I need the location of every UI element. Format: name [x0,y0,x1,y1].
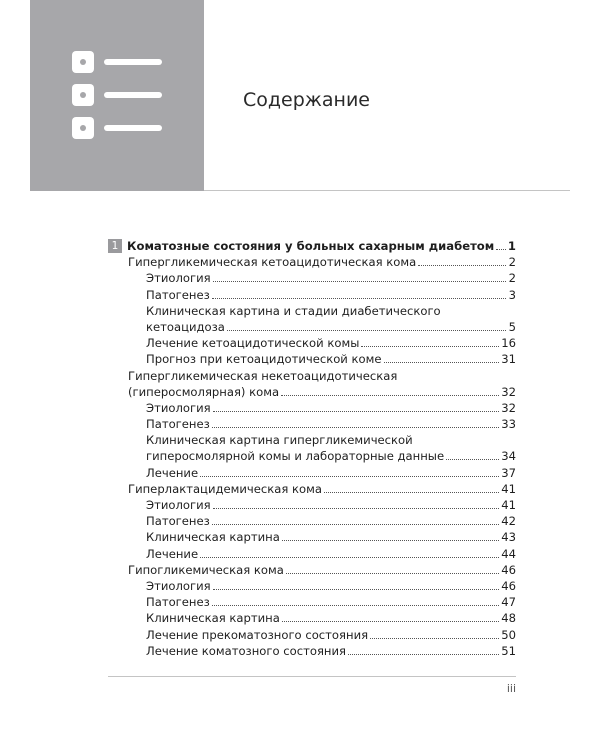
toc-entry-title-line: Гипергликемическая некетоацидотическая [128,368,398,383]
toc-subsection-entry[interactable] [108,400,516,416]
toc-entry-title: Гиперлактацидемическая кома [128,481,322,496]
toc-subsection-entry[interactable] [108,529,516,545]
toc-section-entry[interactable] [108,562,516,578]
toc-page-number: 43 [501,530,516,545]
dot-leader [212,419,499,428]
toc-entry-title: кетоацидоза [146,319,225,334]
toc-subsection-entry[interactable] [108,610,516,626]
toc-subsection-entry[interactable] [108,416,516,432]
toc-entry-title-line: Клиническая картина гипергликемической [146,433,413,448]
toc-subsection-entry[interactable] [108,513,516,529]
toc-section-entry[interactable] [108,254,516,270]
toc-page-number: 16 [501,336,516,351]
toc-entry-title: Лечение [146,465,199,480]
toc-entry-title: гиперосмолярной комы и лабораторные данные [146,449,445,464]
toc-page-number: 2 [508,271,516,286]
toc-entry-title: Коматозные состояния у больных сахарным диабетом [127,239,495,253]
toc-page-number: 51 [501,643,516,658]
toc-page-number: 50 [501,627,516,642]
toc-page-number: 32 [501,384,516,399]
toc-entry-title: (гиперосмолярная) кома [128,384,280,399]
toc-subsection-entry[interactable] [108,270,516,286]
bullet-square-icon [72,84,94,106]
toc-subsection-entry[interactable] [108,335,516,351]
toc-page-number: 31 [501,352,516,367]
toc-entry-title: Лечение кетоацидотической комы [146,336,360,351]
toc-page-number: 44 [501,546,516,561]
toc-page-number: 42 [501,514,516,529]
toc-entry-title: Клиническая картина [146,611,280,626]
toc-entry-title: Лечение коматозного состояния [146,643,347,658]
toc-subsection-entry[interactable] [108,351,516,367]
dot-leader [227,322,506,331]
toc-page-number: 48 [501,611,516,626]
footer-divider [108,676,516,677]
table-of-contents [108,238,516,659]
dot-leader [324,484,499,493]
dot-leader [212,516,499,525]
toc-page-number: 34 [501,449,516,464]
toc-page-number: 41 [501,498,516,512]
toc-subsection-entry[interactable] [108,303,516,335]
toc-subsection-entry[interactable] [108,287,516,303]
toc-entry-title: Прогноз при кетоацидотической коме [146,352,382,367]
dot-leader [361,338,499,347]
toc-subsection-entry[interactable] [108,497,516,513]
dot-leader [446,451,499,460]
toc-page-number: 46 [501,578,516,593]
toc-entry-title-line: Клиническая картина и стадии диабетического [146,303,441,318]
toc-subsection-entry[interactable] [108,432,516,464]
toc-entry-title: Лечение прекоматозного состояния [146,627,369,642]
bullet-square-icon [72,117,94,139]
toc-section-entry[interactable] [108,368,516,400]
bullet-square-icon [72,51,94,73]
toc-entry-title: Патогенез [146,595,210,610]
toc-subsection-entry[interactable] [108,465,516,481]
toc-subsection-entry[interactable] [108,627,516,643]
dot-leader [418,257,506,266]
toc-entry-title: Патогенез [146,514,210,529]
toc-entry-title: Гипогликемическая кома [128,562,284,577]
dot-leader [200,468,499,477]
dot-leader [213,500,500,509]
line-icon [104,125,162,131]
toc-page-number: 33 [501,417,516,432]
toc-page-number: 2 [508,255,516,270]
page-title: Содержание [243,89,370,111]
dot-leader [496,241,506,250]
toc-page-number: 46 [501,562,516,577]
dot-leader [213,273,506,282]
header-divider [204,190,570,191]
dot-leader [281,387,499,396]
toc-chapter-entry[interactable] [108,238,516,254]
line-icon [104,92,162,98]
dot-leader [213,581,500,590]
toc-subsection-entry[interactable] [108,594,516,610]
chapter-number-badge: 1 [108,239,122,253]
toc-entry-title: Этиология [146,498,211,512]
toc-page-number: 1 [507,239,516,253]
dot-leader [348,646,499,655]
dot-leader [286,565,499,574]
toc-page-number: 5 [508,319,516,334]
line-icon [104,59,162,65]
toc-entry-title: Этиология [146,578,211,593]
toc-subsection-entry[interactable] [108,643,516,659]
toc-entry-title: Этиология [146,271,211,286]
toc-entry-title: Клиническая картина [146,530,280,545]
toc-page-number: 41 [501,481,516,496]
toc-subsection-entry[interactable] [108,578,516,594]
dot-leader [282,613,499,622]
toc-page-number: 32 [501,400,516,415]
page-number: iii [506,682,516,695]
dot-leader [370,630,499,639]
dot-leader [212,290,506,299]
dot-leader [384,354,500,363]
toc-entry-title: Патогенез [146,417,210,432]
toc-section-entry[interactable] [108,481,516,497]
toc-entry-title: Патогенез [146,287,210,302]
toc-entry-title: Гипергликемическая кетоацидотическая кома [128,255,417,270]
header-block [30,0,204,191]
toc-page-number: 37 [501,465,516,480]
toc-subsection-entry[interactable] [108,546,516,562]
dot-leader [200,549,499,558]
dot-leader [212,597,499,606]
toc-page-number: 3 [508,287,516,302]
dot-leader [282,532,499,541]
toc-entry-title: Лечение [146,546,199,561]
dot-leader [213,403,500,412]
toc-page-number: 47 [501,595,516,610]
toc-entry-title: Этиология [146,400,211,415]
